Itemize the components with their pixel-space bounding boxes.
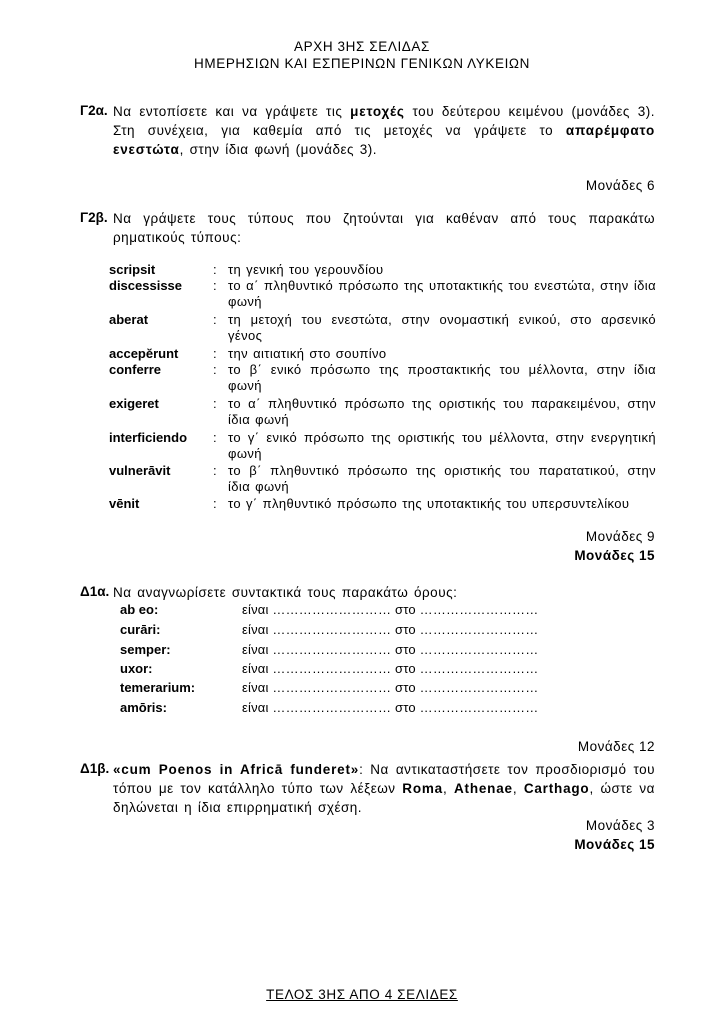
colon: :	[213, 278, 217, 293]
total-score-d: Μονάδες 15	[574, 837, 655, 852]
verb-requirement: το β΄ ενικό πρόσωπο της προστακτικής του μέλλοντα, στην ίδια φωνή	[228, 362, 656, 393]
colon: :	[213, 396, 217, 411]
verb-form: exigeret	[109, 396, 159, 411]
page-footer	[0, 987, 724, 1002]
text-segment: ,	[442, 781, 454, 796]
syntax-term: uxor:	[120, 661, 153, 676]
page-header-line1: ΑΡΧΗ 3ΗΣ ΣΕΛΙΔΑΣ	[294, 39, 430, 54]
verb-form: conferre	[109, 362, 162, 377]
colon: :	[213, 496, 217, 511]
text-segment: ,	[512, 781, 524, 796]
score-d1b: Μονάδες 3	[585, 818, 655, 833]
verb-form: aberat	[109, 312, 149, 327]
verb-requirement: τη μετοχή του ενεστώτα, στην ονομαστική ενικού, στο αρσενικό γένος	[228, 312, 656, 343]
bold-term: απαρέμφατο ενεστώτα	[113, 123, 655, 157]
colon: :	[213, 346, 217, 361]
bold-term: Roma	[402, 781, 443, 796]
verb-form: discessisse	[109, 278, 183, 293]
colon: :	[213, 312, 217, 327]
text-segment: του δεύτερου κειμένου (μονάδες 3). Στη συνέχεια, για καθεμία από τις μετοχές να γράψετε το	[113, 104, 655, 138]
answer-blank: είναι ……………………… στο ………………………	[242, 642, 539, 657]
answer-blank: είναι ……………………… στο ………………………	[242, 700, 539, 715]
verb-requirement: το γ΄ πληθυντικό πρόσωπο της υποτακτικής του υπερσυντελίκου	[228, 496, 630, 511]
question-text-g2a	[113, 102, 655, 159]
verb-requirement: το α΄ πληθυντικό πρόσωπο της υποτακτικής του ενεστώτα, στην ίδια φωνή	[228, 278, 656, 309]
page-header-line2: ΗΜΕΡΗΣΙΩΝ ΚΑΙ ΕΣΠΕΡΙΝΩΝ ΓΕΝΙΚΩΝ ΛΥΚΕΙΩΝ	[194, 56, 530, 71]
score-d1a: Μονάδες 12	[577, 739, 655, 754]
text-segment: , ώστε να δηλώνεται η ίδια επιρρηματική σχέση.	[113, 781, 655, 815]
bold-term: μετοχές	[350, 104, 405, 119]
syntax-term: semper:	[120, 642, 171, 657]
answer-blank: είναι ……………………… στο ………………………	[242, 680, 539, 695]
question-text-d1a: Να αναγνωρίσετε συντακτικά τους παρακάτω όρους:	[113, 585, 458, 600]
question-label-g2b: Γ2β.	[80, 210, 108, 225]
answer-blank: είναι ……………………… στο ………………………	[242, 622, 539, 637]
text-segment: Να εντοπίσετε και να γράψετε τις	[113, 104, 351, 119]
verb-requirement: το γ΄ ενικό πρόσωπο της οριστικής του μέλλοντα, στην ενεργητική φωνή	[228, 430, 656, 461]
bold-phrase: «cum Poenos in Africā funderet»	[113, 762, 360, 777]
verb-form: vulnerāvit	[109, 463, 171, 478]
answer-blank: είναι ……………………… στο ………………………	[242, 661, 539, 676]
answer-blank: είναι ……………………… στο ………………………	[242, 602, 539, 617]
syntax-term: amōris:	[120, 700, 167, 715]
question-text-g2b: Να γράψετε τους τύπους που ζητούνται για καθέναν από τους παρακάτω ρηματικούς τύπους:	[113, 211, 655, 245]
score-g2a: Μονάδες 6	[585, 178, 655, 193]
verb-requirement: το α΄ πληθυντικό πρόσωπο της οριστικής του παρακειμένου, στην ίδια φωνή	[228, 396, 656, 427]
verb-requirement: την αιτιατική στο σουπίνο	[228, 346, 387, 361]
total-score-g: Μονάδες 15	[574, 548, 655, 563]
bold-term: Carthago	[523, 781, 590, 796]
text-segment: , στην ίδια φωνή (μονάδες 3).	[179, 142, 378, 157]
verb-form: accepĕrunt	[109, 346, 179, 361]
verb-requirement: τη γενική του γερουνδίου	[228, 262, 384, 277]
text-segment: : Να αντικαταστήσετε τον προσδιορισμό του τόπου με τον κατάλληλο τύπο των λέξεων	[113, 762, 655, 796]
colon: :	[213, 430, 217, 445]
question-text-d1b	[113, 760, 655, 817]
colon: :	[213, 463, 217, 478]
question-label-g2a: Γ2α.	[80, 103, 108, 118]
verb-form: interficiendo	[109, 430, 188, 445]
score-g2b: Μονάδες 9	[585, 529, 655, 544]
footer-text: ΤΕΛΟΣ 3ΗΣ ΑΠΟ 4 ΣΕΛΙΔΕΣ	[266, 987, 458, 1002]
colon: :	[213, 362, 217, 377]
bold-term: Athenae	[453, 781, 513, 796]
verb-form: scripsit	[109, 262, 156, 277]
question-label-d1a: Δ1α.	[80, 584, 110, 599]
syntax-term: temerarium:	[120, 680, 196, 695]
colon: :	[213, 262, 217, 277]
verb-form: vēnit	[109, 496, 140, 511]
syntax-term: curāri:	[120, 622, 161, 637]
question-label-d1b: Δ1β.	[80, 761, 110, 776]
syntax-term: ab eo:	[120, 602, 159, 617]
verb-requirement: το β΄ πληθυντικό πρόσωπο της οριστικής του παρατατικού, στην ίδια φωνή	[228, 463, 656, 494]
